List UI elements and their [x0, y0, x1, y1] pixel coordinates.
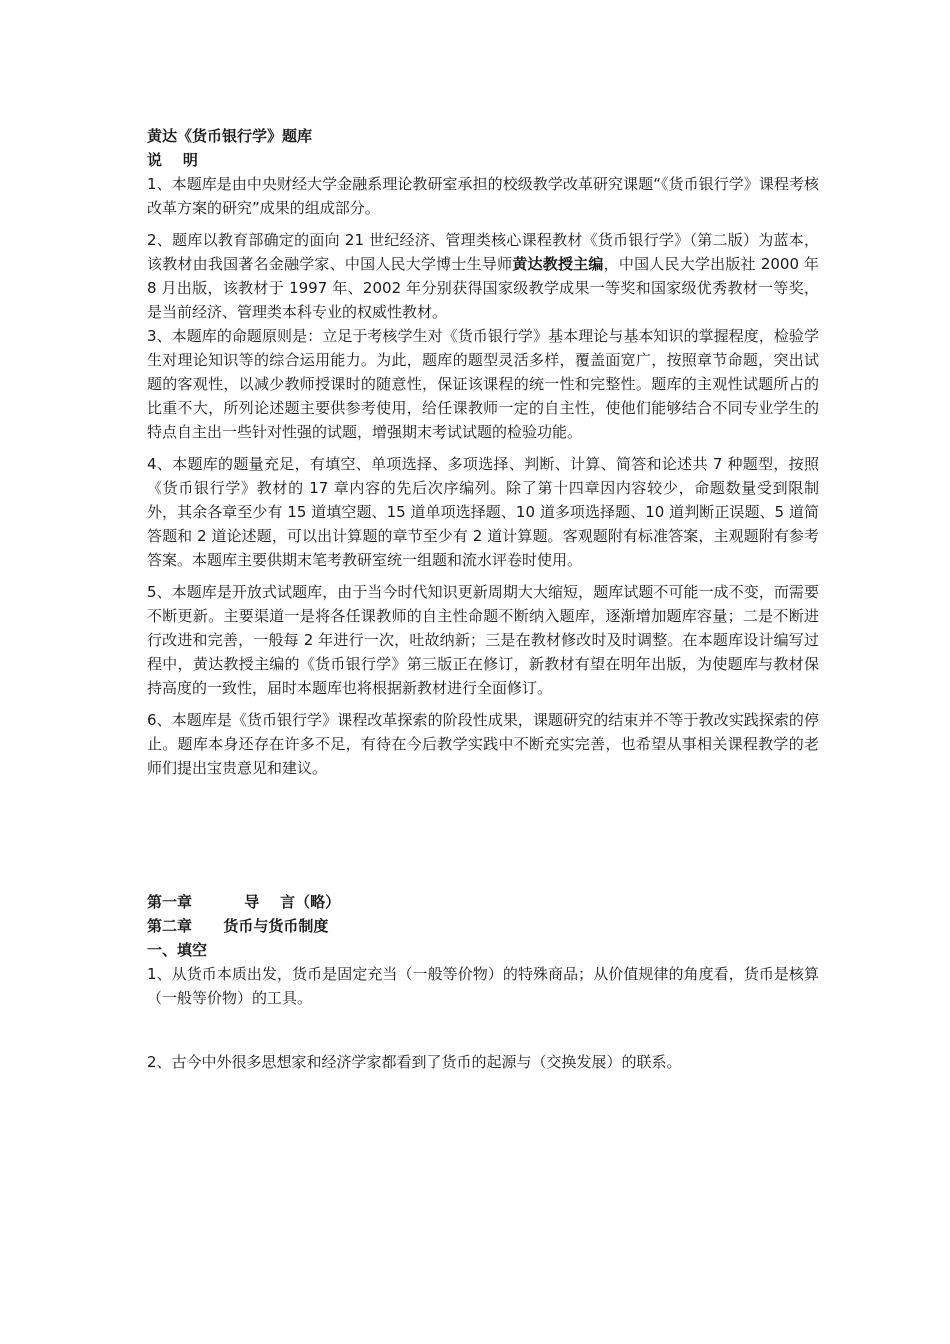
document-title: 黄达《货币银行学》题库	[147, 127, 313, 145]
paragraph-6: 6、本题库是《货币银行学》课程改革探索的阶段性成果，课题研究的结束并不等于教改实践探索的停止。题库本身还存在许多不足，有待在今后教学实践中不断充实完善，也希望从事相关课程教学的老师们提出宝贵意见和建议。	[147, 711, 819, 777]
document-page	[147, 124, 819, 1074]
paragraph-2-text-b: ，中国人民大学出版社 2000 年 8 月出版，该教材于 1997 年、2002 年分别获得国家级教学成果一等奖和国家级优秀教材一等奖，是当前经济、管理类本科专业的权威性教材。	[147, 255, 819, 321]
paragraph-4: 4、本题库的题量充足，有填空、单项选择、多项选择、判断、计算、简答和论述共 7 种题型，按照《货币银行学》教材的 17 章内容的先后次序编列。除了第十四章因内容较少，命题数量受到限制外，其余各章至少有 15 道填空题、15 道单项选择题、10 道多项选择题、10 道判断正误题、5 道简答题和 2 道论述题，可以出计算题的章节至少有 2 道计算题。客观题附有标准答案，主观题附有参考答案。本题库主要供期末笔考教研室统一组题和流水评卷时使用。	[147, 455, 819, 569]
paragraph-2-text-a: 2、题库以教育部确定的面向 21 世纪经济、管理类核心课程教材《货币银行学》（第二版）为蓝本，该教材由我国著名金融学家、中国人民大学博士生导师	[147, 231, 819, 273]
paragraph-2	[147, 228, 819, 324]
section-fill-blank: 一、填空	[147, 941, 208, 959]
chapter-2-heading: 第二章 货币与货币制度	[147, 917, 329, 935]
explain-heading: 说 明	[147, 151, 198, 169]
paragraph-2-editor: 黄达教授主编	[512, 255, 604, 273]
chapter-1-heading: 第一章 导 言（略）	[147, 893, 341, 911]
question-2: 2、古今中外很多思想家和经济学家都看到了货币的起源与（交换发展）的联系。	[147, 1053, 682, 1071]
paragraph-1: 1、本题库是由中央财经大学金融系理论教研室承担的校级教学改革研究课题“《货币银行学》课程考核改革方案的研究”成果的组成部分。	[147, 175, 819, 217]
paragraph-5: 5、本题库是开放式试题库，由于当今时代知识更新周期大大缩短，题库试题不可能一成不变，而需要不断更新。主要渠道一是将各任课教师的自主性命题不断纳入题库，逐渐增加题库容量；二是不断进行改进和完善，一般每 2 年进行一次，吐故纳新；三是在教材修改时及时调整。在本题库设计编写过程中，黄达教授主编的《货币银行学》第三版正在修订，新教材有望在明年出版，为使题库与教材保持高度的一致性，届时本题库也将根据新教材进行全面修订。	[147, 583, 819, 697]
question-1: 1、从货币本质出发，货币是固定充当（一般等价物）的特殊商品；从价值规律的角度看，货币是核算（一般等价物）的工具。	[147, 965, 819, 1007]
paragraph-3: 3、本题库的命题原则是：立足于考核学生对《货币银行学》基本理论与基本知识的掌握程度，检验学生对理论知识等的综合运用能力。为此，题库的题型灵活多样，覆盖面宽广，按照章节命题，突出试题的客观性，以减少教师授课时的随意性，保证该课程的统一性和完整性。题库的主观性试题所占的比重不大，所列论述题主要供参考使用，给任课教师一定的自主性，使他们能够结合不同专业学生的特点自主出一些针对性强的试题，增强期末考试试题的检验功能。	[147, 327, 819, 441]
